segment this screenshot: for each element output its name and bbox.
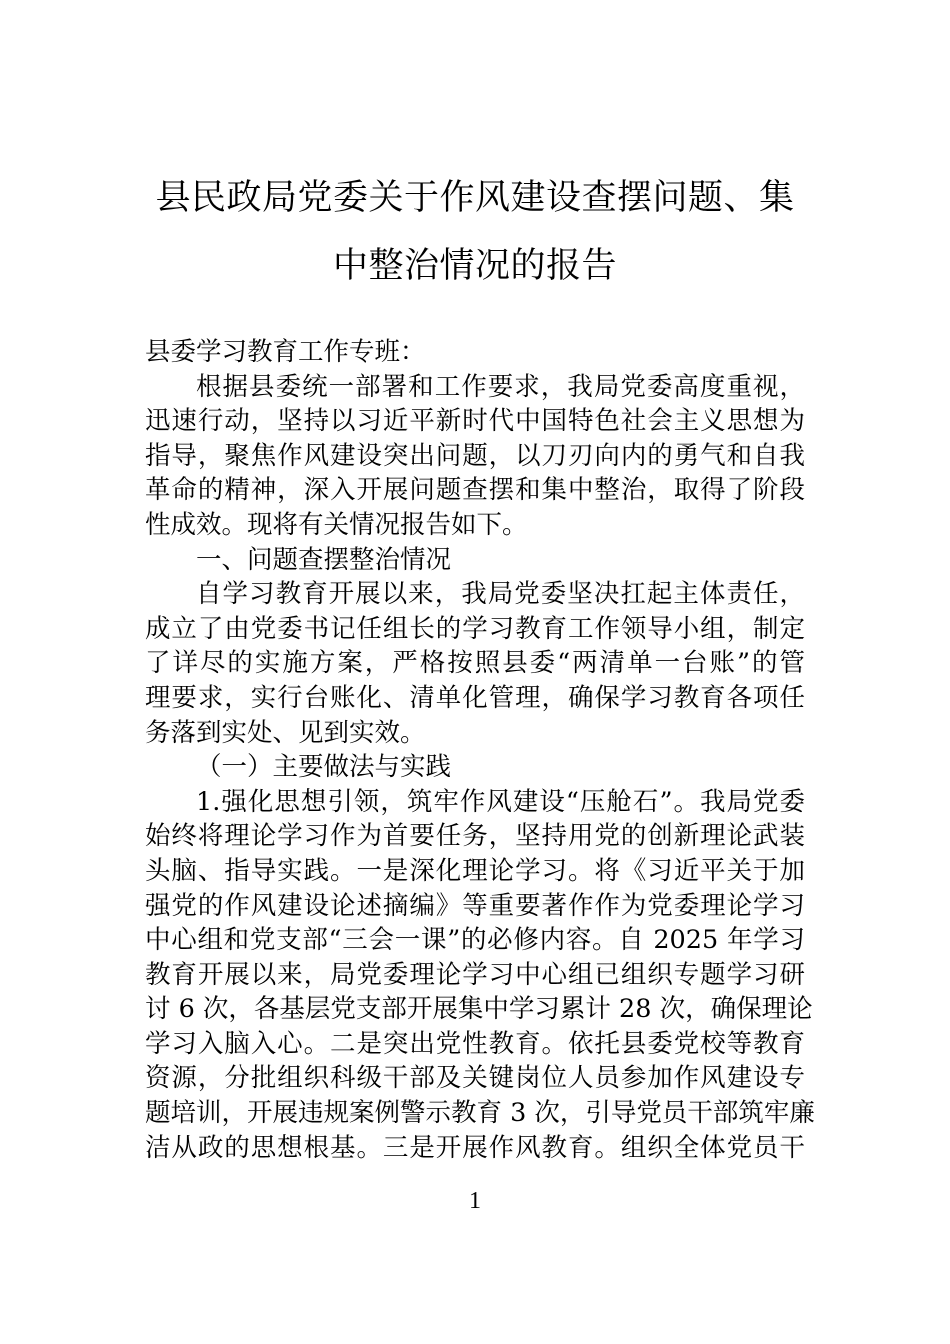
paragraph-line: 根据县委统一部署和工作要求，我局党委高度重视， <box>196 371 805 402</box>
paragraph-line: 始终将理论学习作为首要任务，坚持用党的创新理论武装 <box>145 821 805 852</box>
paragraph-line: 教育开展以来，局党委理论学习中心组已组织专题学习研 <box>145 959 805 990</box>
paragraph-line: 1.强化思想引领，筑牢作风建设“压舱石”。我局党委 <box>196 786 805 817</box>
paragraph-line: 学习入脑入心。二是突出党性教育。依托县委党校等教育 <box>145 1028 805 1059</box>
document-body <box>145 335 815 1165</box>
paragraph-line: 强党的作风建设论述摘编》等重要著作作为党委理论学习 <box>145 890 805 921</box>
paragraph-line: 中心组和党支部“三会一课”的必修内容。自 2025 年学习 <box>145 925 805 956</box>
paragraph-line: 头脑、指导实践。一是深化理论学习。将《习近平关于加 <box>145 855 805 886</box>
paragraph-line: 理要求，实行台账化、清单化管理，确保学习教育各项任 <box>145 682 805 713</box>
paragraph-line: 了详尽的实施方案，严格按照县委“两清单一台账”的管 <box>145 648 805 679</box>
section-heading: 一、问题查摆整治情况 <box>196 544 452 575</box>
paragraph-line: 指导，聚焦作风建设突出问题，以刀刃向内的勇气和自我 <box>145 440 805 471</box>
subsection-heading: （一）主要做法与实践 <box>196 752 452 783</box>
paragraph-line: 洁从政的思想根基。三是开展作风教育。组织全体党员干 <box>145 1132 805 1163</box>
paragraph-line: 自学习教育开展以来，我局党委坚决扛起主体责任， <box>196 579 805 610</box>
paragraph-line: 题培训，开展违规案例警示教育 3 次，引导党员干部筑牢廉 <box>145 1098 815 1129</box>
title-line-1: 县民政局党委关于作风建设查摆问题、集 <box>155 178 795 218</box>
paragraph-line: 资源，分批组织科级干部及关键岗位人员参加作风建设专 <box>145 1063 805 1094</box>
paragraph-line: 迅速行动，坚持以习近平新时代中国特色社会主义思想为 <box>145 406 805 437</box>
title-line-2: 中整治情况的报告 <box>332 246 617 286</box>
paragraph-line: 务落到实处、见到实效。 <box>145 717 426 748</box>
salutation: 县委学习教育工作专班： <box>145 337 426 367</box>
paragraph-line: 成立了由党委书记任组长的学习教育工作领导小组，制定 <box>145 613 805 644</box>
paragraph-line: 革命的精神，深入开展问题查摆和集中整治，取得了阶段 <box>145 475 805 506</box>
document-title <box>145 164 805 300</box>
page-number: 1 <box>469 1188 481 1214</box>
paragraph-line: 性成效。现将有关情况报告如下。 <box>145 509 528 540</box>
paragraph-line: 讨 6 次，各基层党支部开展集中学习累计 28 次，确保理论 <box>145 994 813 1025</box>
